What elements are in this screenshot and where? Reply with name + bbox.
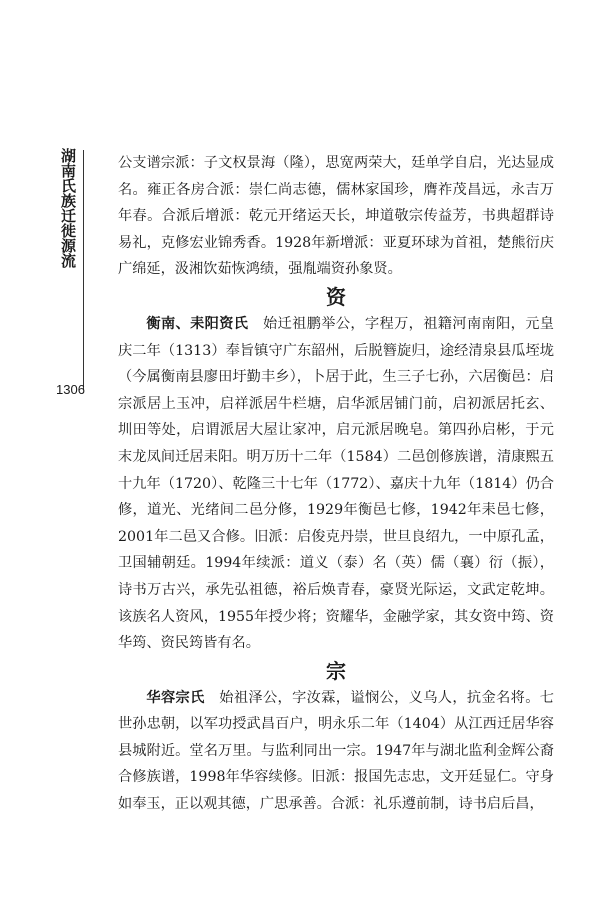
surname-heading-zi: 资 xyxy=(326,284,346,309)
page-number: 1306 xyxy=(56,382,85,397)
entry-name: 衡南、耒阳资氏 xyxy=(146,315,249,332)
continued-paragraph: 公支谱宗派：子文权景海（隆），思宽两荣大，廷单学自启，光达显成名。雍正各房合派：崇仁尚志德，儒林家国珍，膺祚茂昌远，永吉万年春。合派后增派：乾元开绪运天长，坤道敬宗传益芳，书典超群诗易礼，克修宏业锦秀香。1928年新增派：亚夏环球为首祖，楚熊衍庆广绵延，汲湘饮茹恢鸿绩，强胤端资孙象贤。 xyxy=(118,155,554,278)
running-side-title: 湖南氏族迁徙源流 xyxy=(59,148,77,268)
entry-text: 始祖泽公，字汝霖，谥悯公，义乌人，抗金名将。七世孙忠朝，以军功授武昌百户，明永乐二年（1404）从江西迁居华容县城附近。堂名万里。与监利同出一宗。1947年与湖北监利金辉公裔合修族谱，1998年华容续修。旧派：报国先志忠，文开廷显仁。守身如奉玉，正以观其德，广思承善。合派：礼乐遵前制，诗书启后昌， xyxy=(118,689,554,813)
side-divider-line xyxy=(83,150,84,390)
entry-paragraph-zong xyxy=(118,685,554,818)
entry-name: 华容宗氏 xyxy=(146,689,205,706)
entry-paragraph-zi xyxy=(118,311,554,657)
entry-text: 始迁祖鹏举公，字程万，祖籍河南南阳，元皇庆二年（1313）奉旨镇守广东韶州，后脱簪旋归，途经清泉县瓜垤垅（今属衡南县廖田圩勤丰乡），卜居于此，生三子七孙，六居衡邑：启宗派居上玉冲，启祥派居牛栏塘，启华派居铺门前，启初派居托玄、圳田等处，启谓派居大屋让家冲，启元派居晚皂。第四孙启彬，于元末龙凤间迁居耒阳。明万历十二年（1584）二邑创修族谱，清康熙五十九年（1720）、乾隆三十七年（1772）、嘉庆十九年（1814）仍合修，道光、光绪间二邑分修，1929年衡邑七修，1942年耒邑七修，2001年二邑又合修。旧派：启俊克丹崇，世旦良绍九，一中原孔孟，卫国辅朝廷。1994年续派：道义（泰）名（英）儒（襄）衍（振），诗书万古兴，承先弘祖德，裕后焕青春，豪贤光际运，文武定乾坤。该族名人资风，1955年授少将；资耀华，金融学家，其女资中筠、资华筠、资民筠皆有名。 xyxy=(118,315,554,652)
page-body xyxy=(118,150,554,818)
surname-heading-zong: 宗 xyxy=(326,658,346,683)
